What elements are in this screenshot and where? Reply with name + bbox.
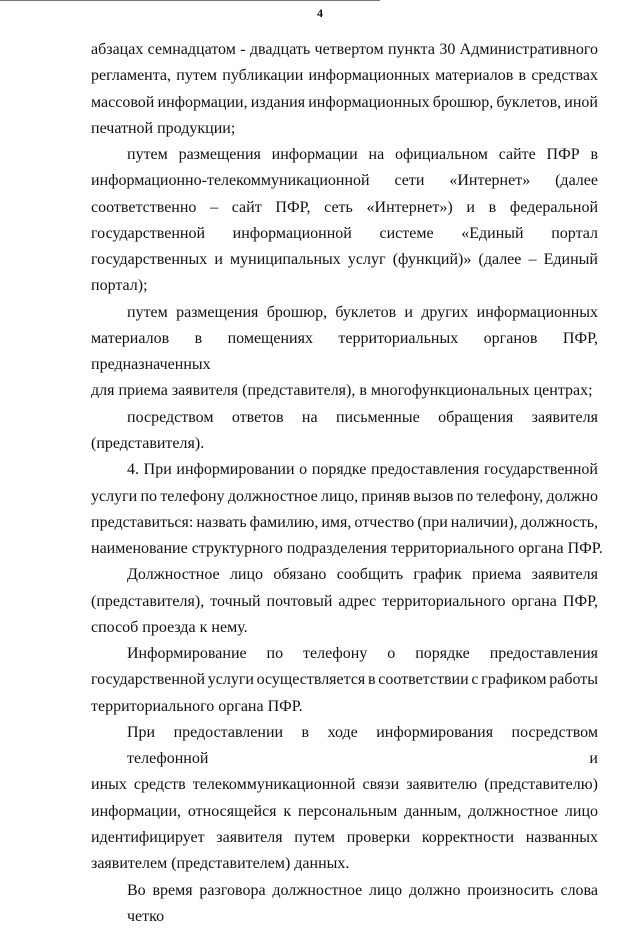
paragraph (91, 878, 598, 930)
text-line: идентифицирует заявителя путем проверки корректности названных (91, 825, 598, 851)
text-line: материалов в помещениях территориальных органов ПФР, предназначенных (91, 326, 598, 379)
text-line: информации, относящейся к персональным данным, должностное лицо (91, 799, 598, 825)
paragraph (91, 300, 598, 405)
text-line: территориального органа ПФР. (91, 694, 598, 720)
text-line: печатной продукции; (91, 116, 598, 142)
text-line: путем размещения информации на официальном сайте ПФР в (91, 142, 598, 168)
text-line: наименование структурного подразделения территориального органа ПФР. (91, 536, 598, 562)
text-line: регламента, путем публикации информационных материалов в средствах (91, 63, 598, 89)
text-line: услуги по телефону должностное лицо, приняв вызов по телефону, должно (91, 484, 598, 510)
document-body (91, 37, 598, 930)
scan-edge-line (0, 0, 380, 1)
text-line: государственных и муниципальных услуг (функций)» (далее – Единый (91, 247, 598, 273)
text-line: способ проезда к нему. (91, 615, 598, 641)
text-line: (представителя). (91, 431, 598, 457)
paragraph (91, 562, 598, 641)
text-line: заявителем (представителем) данных. (91, 851, 598, 877)
text-line: 4. При информировании о порядке предоставления государственной (91, 457, 598, 483)
text-line: информационно-телекоммуникационной сети «Интернет» (далее (91, 168, 598, 194)
text-line: государственной информационной системе «Единый портал (91, 221, 598, 247)
page-number: 4 (0, 6, 640, 21)
text-line: (представителя), точный почтовый адрес территориального органа ПФР, (91, 589, 598, 615)
text-line: государственной услуги осуществляется в соответствии с графиком работы (91, 667, 598, 693)
text-line: При предоставлении в ходе информирования посредством телефонной и (91, 720, 598, 773)
text-line: абзацах семнадцатом - двадцать четвертом пункта 30 Административного (91, 37, 598, 63)
text-line: посредством ответов на письменные обращения заявителя (91, 405, 598, 431)
text-line: путем размещения брошюр, буклетов и других информационных (91, 300, 598, 326)
text-line: массовой информации, издания информационных брошюр, буклетов, иной (91, 90, 598, 116)
text-line: для приема заявителя (представителя), в многофункциональных центрах; (91, 378, 598, 404)
text-line: соответственно – сайт ПФР, сеть «Интернет») и в федеральной (91, 195, 598, 221)
paragraph (91, 37, 598, 142)
paragraph (91, 142, 598, 300)
text-line: представиться: назвать фамилию, имя, отчество (при наличии), должность, (91, 510, 598, 536)
text-line: иных средств телекоммуникационной связи заявителю (представителю) (91, 772, 598, 798)
text-line: Во время разговора должностное лицо должно произносить слова четко (91, 878, 598, 930)
text-line: Информирование по телефону о порядке предоставления (91, 641, 598, 667)
paragraph (91, 405, 598, 458)
paragraph (91, 641, 598, 720)
paragraph (91, 457, 598, 562)
text-line: Должностное лицо обязано сообщить график приема заявителя (91, 562, 598, 588)
paragraph (91, 720, 598, 878)
text-line: портал); (91, 273, 598, 299)
